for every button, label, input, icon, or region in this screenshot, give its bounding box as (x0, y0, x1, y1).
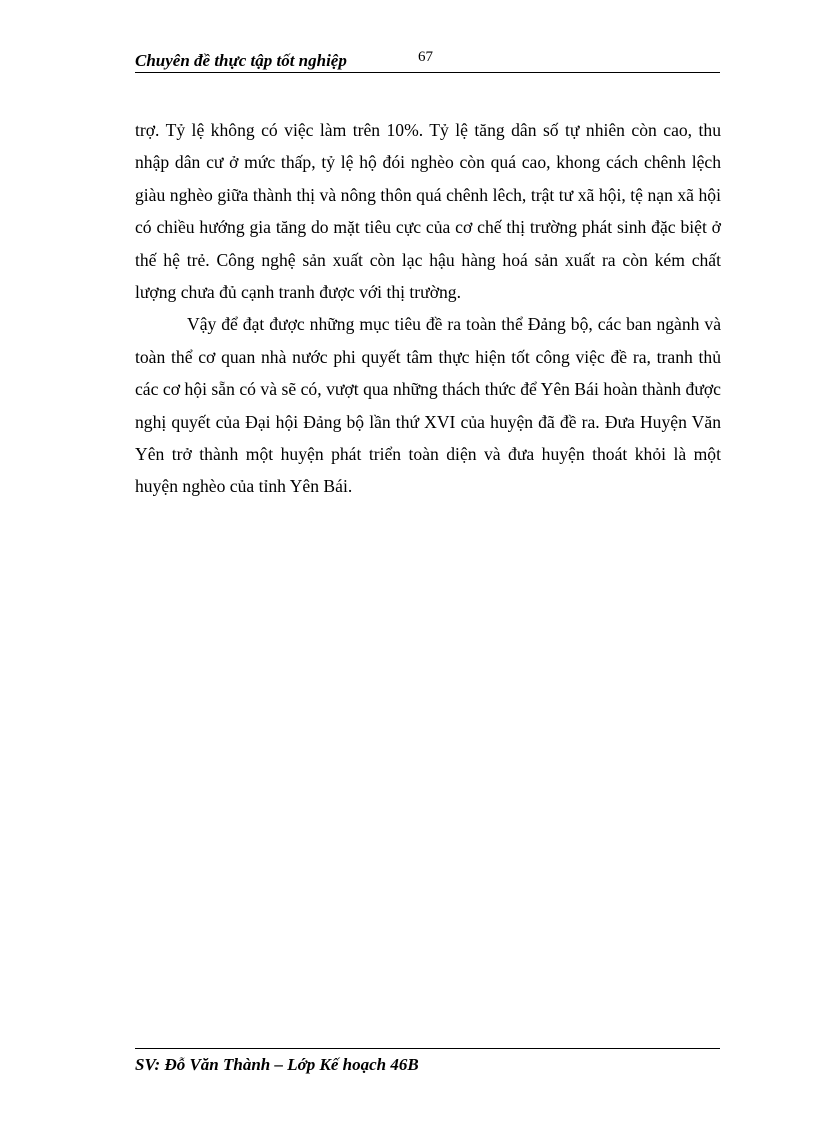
paragraph-2: Vậy để đạt được những mục tiêu đề ra toàn thể Đảng bộ, các ban ngành và toàn thể cơ quan nhà nước phi quyết tâm thực hiện tốt công việc đề ra, tranh thủ các cơ hội sẵn có và sẽ có, vượt qua những thách thức để Yên Bái hoàn thành được nghị quyết của Đại hội Đảng bộ lần thứ XVI của huyện đã đề ra. Đưa Huyện Văn Yên trở thành một huyện phát triển toàn diện và đưa huyện thoát khỏi là một huyện nghèo của tỉnh Yên Bái. (135, 314, 721, 497)
body-text (135, 114, 721, 503)
page-number: 67 (418, 49, 433, 65)
header-title: Chuyên đề thực tập tốt nghiệp (135, 51, 347, 70)
page-header (135, 48, 720, 73)
footer-text: SV: Đỗ Văn Thành – Lớp Kế hoạch 46B (135, 1055, 419, 1074)
page-footer (135, 1048, 720, 1074)
paragraph-1: trợ. Tỷ lệ không có việc làm trên 10%. Tỷ lệ tăng dân số tự nhiên còn cao, thu nhập dân cư ở mức thấp, tỷ lệ hộ đói nghèo còn quá cao, khong cách chênh lệch giàu nghèo giữa thành thị và nông thôn quá chênh lêch, trật tư xã hội, tệ nạn xã hội có chiều hướng gia tăng do mặt tiêu cực của cơ chế thị trường phát sinh đặc biệt ở thế hệ trẻ. Công nghệ sản xuất còn lạc hậu hàng hoá sản xuất ra còn kém chất lượng chưa đủ cạnh tranh được với thị trường. (135, 120, 721, 303)
